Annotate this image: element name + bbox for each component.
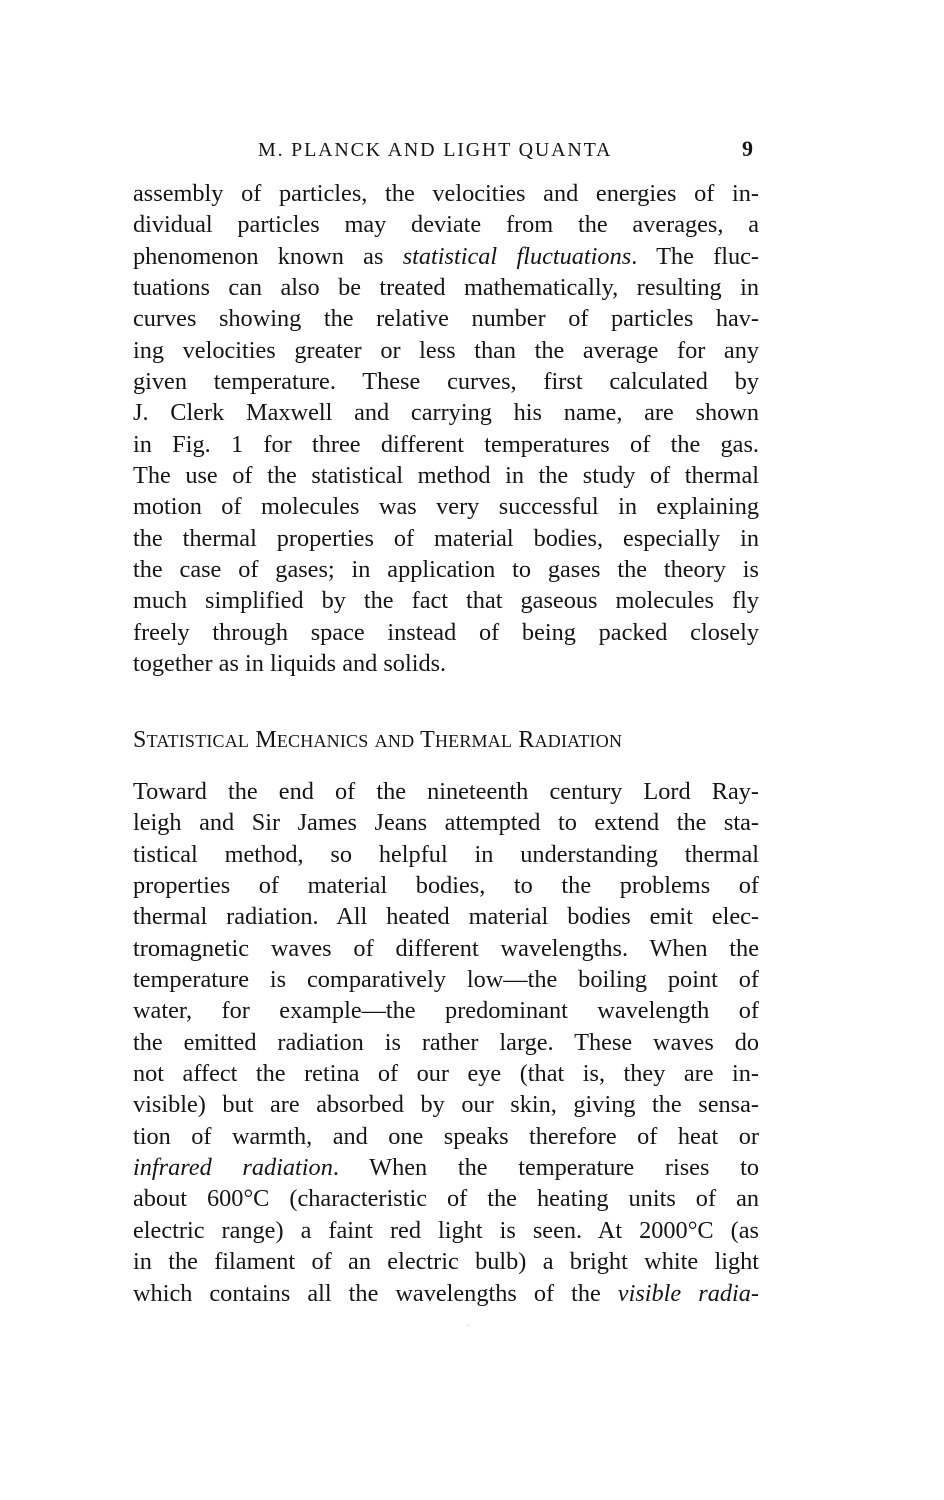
text-line <box>133 303 759 334</box>
section-heading <box>133 727 622 754</box>
italic-term: infrared radiation <box>133 1154 333 1182</box>
text-run: freely through space instead of being packed closely <box>133 618 759 646</box>
running-head: M. PLANCK AND LIGHT QUANTA <box>258 139 613 161</box>
text-line <box>133 366 759 397</box>
text-line <box>133 1121 759 1152</box>
text-run: about 600°C (characteristic of the heating units of an <box>133 1185 759 1213</box>
text-line <box>133 1089 759 1120</box>
heading-capital: T <box>420 727 435 753</box>
text-run: in Fig. 1 for three different temperatures of the gas. <box>133 430 759 458</box>
text-run: Toward the end of the nineteenth century Lord Ray- <box>133 778 759 805</box>
text-run: water, for example—the predominant wavelength of <box>133 997 759 1025</box>
text-line <box>133 870 759 901</box>
text-line <box>133 964 759 995</box>
text-line <box>133 839 759 870</box>
text-run: dividual particles may deviate from the averages, a <box>133 211 759 239</box>
paragraph-thermal-radiation <box>133 776 759 1309</box>
text-line <box>133 241 759 272</box>
text-line <box>133 995 759 1026</box>
text-run: ing velocities greater or less than the average for any <box>133 336 759 364</box>
text-run: assembly of particles, the velocities and energies of in- <box>133 180 759 207</box>
text-line <box>133 429 759 460</box>
heading-small-caps: HERMAL <box>434 731 513 751</box>
text-line <box>133 776 759 807</box>
text-line <box>133 617 759 648</box>
text-line <box>133 272 759 303</box>
heading-word <box>375 727 415 753</box>
text-line <box>133 1058 759 1089</box>
text-line <box>133 1027 759 1058</box>
text-line <box>133 1278 759 1309</box>
text-line <box>133 1215 759 1246</box>
text-line <box>133 1152 759 1183</box>
text-run: The use of the statistical method in the study of thermal <box>133 462 759 490</box>
text-line <box>133 648 759 679</box>
text-line <box>133 901 759 932</box>
italic-term: visible radia- <box>617 1279 759 1307</box>
text-line <box>133 933 759 964</box>
text-run: tion of warmth, and one speaks therefore of heat or <box>133 1122 759 1150</box>
text-line <box>133 491 759 522</box>
heading-capital: S <box>133 727 147 753</box>
text-run: electric range) a faint red light is seen. At 2000°C (as <box>133 1216 759 1244</box>
text-run: motion of molecules was very successful in explaining <box>133 493 759 521</box>
text-run: tuations can also be treated mathematically, resulting in <box>133 274 759 302</box>
text-line <box>133 554 759 585</box>
text-run: phenomenon known as <box>133 242 403 270</box>
text-run: tromagnetic waves of different wavelengths. When the <box>133 934 759 962</box>
text-line <box>133 1183 759 1214</box>
text-line <box>133 523 759 554</box>
text-run: . When the temperature rises to <box>332 1154 759 1182</box>
text-line <box>133 178 759 209</box>
heading-word <box>518 727 622 753</box>
heading-small-caps: ECHANICS <box>276 731 369 751</box>
text-run: given temperature. These curves, first calculated by <box>133 368 759 396</box>
text-run: . The fluc- <box>631 242 759 270</box>
text-line <box>133 1246 759 1277</box>
heading-small-caps: AND <box>374 731 415 751</box>
heading-word <box>420 727 512 753</box>
text-run: together as in liquids and solids. <box>133 650 447 678</box>
text-run: which contains all the wavelengths of the <box>133 1279 618 1307</box>
text-run: properties of material bodies, to the problems of <box>133 872 759 900</box>
heading-word <box>133 727 249 753</box>
text-line <box>133 460 759 491</box>
italic-term: statistical fluctuations <box>402 242 632 270</box>
paragraph-maxwell-statistics <box>133 178 759 680</box>
text-run: much simplified by the fact that gaseous molecules fly <box>133 587 759 615</box>
text-run: temperature is comparatively low—the boiling point of <box>133 966 759 994</box>
text-line <box>133 335 759 366</box>
text-run: J. Clerk Maxwell and carrying his name, are shown <box>133 399 759 427</box>
heading-capital: M <box>255 727 277 753</box>
heading-small-caps: TATISTICAL <box>146 731 250 751</box>
heading-capital: R <box>518 727 535 753</box>
text-run: thermal radiation. All heated material bodies emit elec- <box>133 903 759 931</box>
text-run: the emitted radiation is rather large. These waves do <box>133 1028 759 1056</box>
heading-word <box>255 727 368 753</box>
text-run: visible) but are absorbed by our skin, giving the sensa- <box>133 1091 759 1119</box>
text-run: curves showing the relative number of particles hav- <box>133 305 759 333</box>
text-run: leigh and Sir James Jeans attempted to extend the sta- <box>133 809 759 837</box>
text-line <box>133 397 759 428</box>
print-speck <box>468 1325 469 1326</box>
text-run: not affect the retina of our eye (that is, they are in- <box>133 1060 759 1088</box>
text-line <box>133 807 759 838</box>
text-run: the case of gases; in application to gases the theory is <box>133 556 759 584</box>
text-run: in the filament of an electric bulb) a bright white light <box>133 1248 759 1276</box>
page-number: 9 <box>742 136 753 161</box>
text-run: tistical method, so helpful in understanding thermal <box>133 840 759 868</box>
text-run: the thermal properties of material bodies, especially in <box>133 524 759 552</box>
heading-small-caps: ADIATION <box>534 731 623 751</box>
text-line <box>133 209 759 240</box>
text-line <box>133 585 759 616</box>
